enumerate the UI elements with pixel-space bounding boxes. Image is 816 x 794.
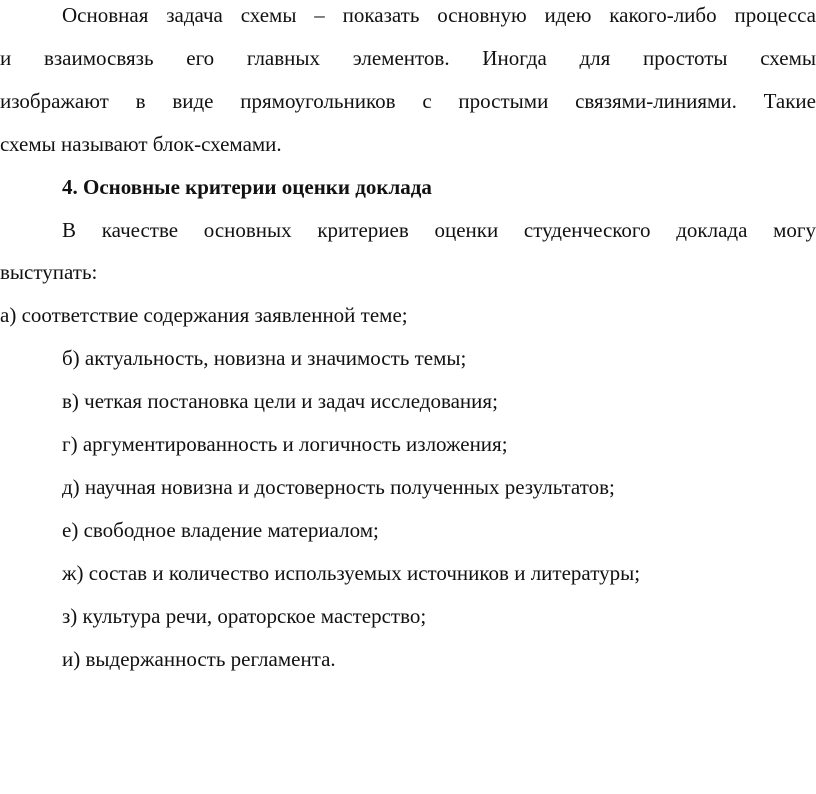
criteria-item-e: е) свободное владение материалом; bbox=[62, 518, 379, 542]
intro-line-4: схемы называют блок-схемами. bbox=[0, 132, 282, 156]
criteria-item-b: б) актуальность, новизна и значимость темы; bbox=[62, 346, 467, 370]
lead-line-2: выступать: bbox=[0, 260, 98, 284]
criteria-item-g: г) аргументированность и логичность изложения; bbox=[62, 432, 508, 456]
criteria-item-v: в) четкая постановка цели и задач исследования; bbox=[62, 389, 498, 413]
criteria-item-i: и) выдержанность регламента. bbox=[62, 647, 336, 671]
section-heading: 4. Основные критерии оценки доклада bbox=[62, 175, 432, 199]
intro-line-2: и взаимосвязь его главных элементов. Иногда для простоты схемы bbox=[0, 46, 816, 70]
criteria-item-a: а) соответствие содержания заявленной теме; bbox=[0, 303, 408, 327]
intro-line-3: изображают в виде прямоугольников с простыми связями-линиями. Такие bbox=[0, 89, 816, 113]
criteria-item-zh: ж) состав и количество используемых источников и литературы; bbox=[62, 561, 641, 585]
lead-line-1: В качестве основных критериев оценки студенческого доклада могу bbox=[62, 218, 816, 242]
intro-line-1: Основная задача схемы – показать основную идею какого-либо процесса bbox=[62, 3, 816, 27]
criteria-item-z: з) культура речи, ораторское мастерство; bbox=[62, 604, 427, 628]
criteria-item-d: д) научная новизна и достоверность полученных результатов; bbox=[62, 475, 615, 499]
